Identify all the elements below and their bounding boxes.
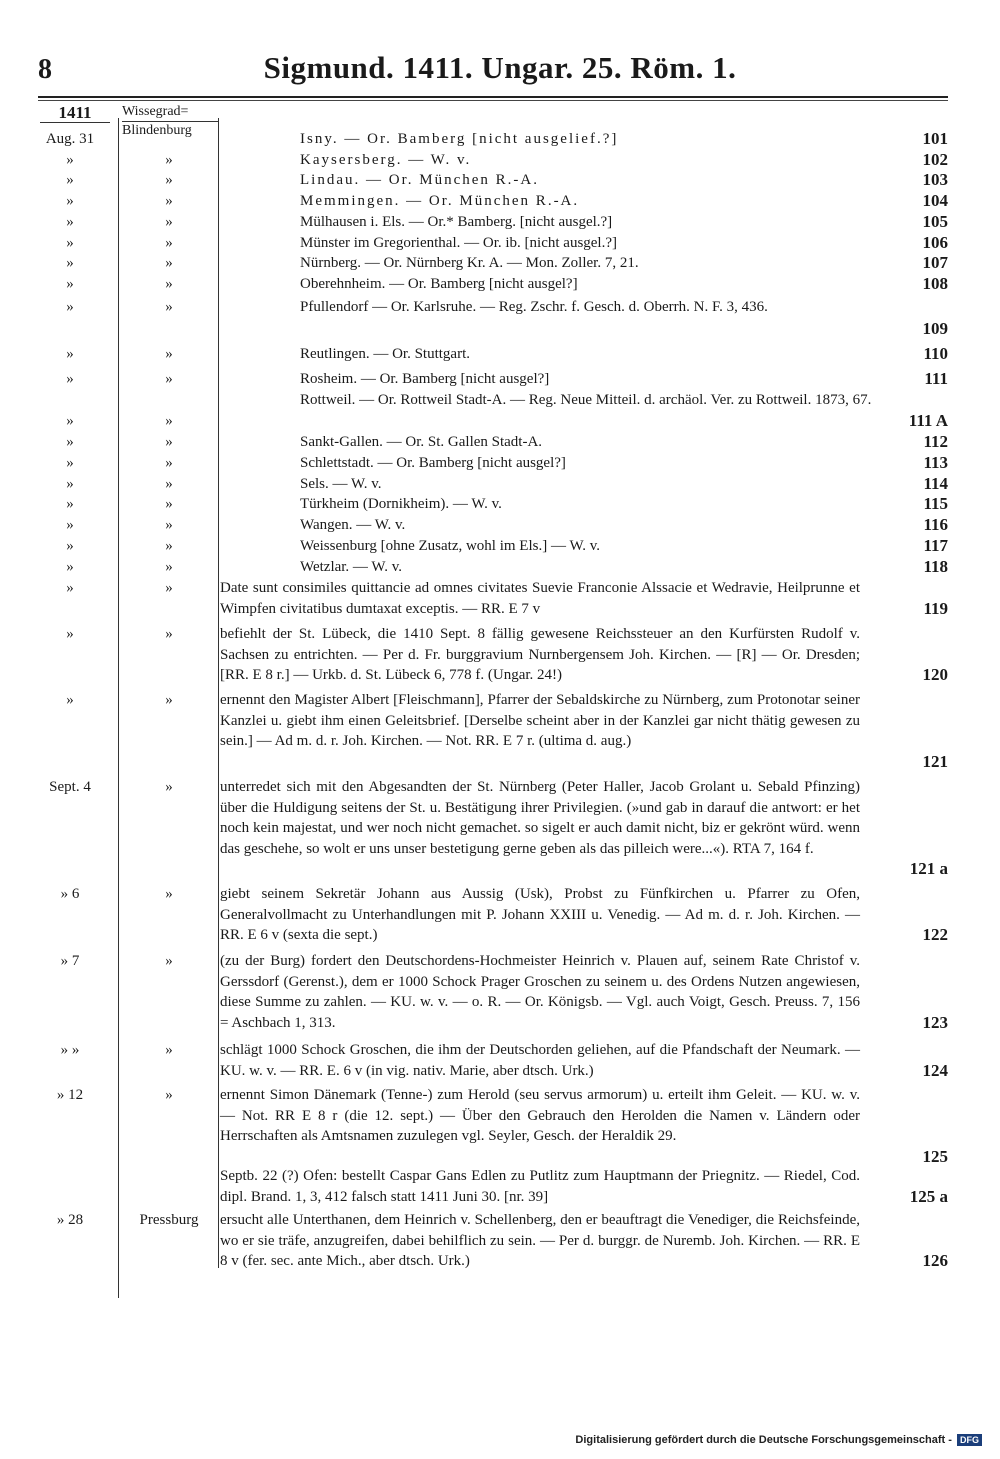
entry-number: 118 xyxy=(923,557,948,576)
entry-number: 115 xyxy=(923,494,948,513)
entry-place: » xyxy=(165,235,173,251)
entry-date: » xyxy=(66,371,74,387)
entry-date: Aug. 31 xyxy=(45,131,95,147)
entry-place: Pressburg xyxy=(139,1212,199,1228)
entry-date: » xyxy=(66,255,74,271)
entry-text: Sankt-Gallen. — Or. St. Gallen Stadt-A. xyxy=(300,434,543,450)
entry-text: Sels. — W. v. xyxy=(300,476,382,492)
entry-place: » xyxy=(165,172,173,188)
column-divider-date xyxy=(118,118,119,1298)
digitization-footer xyxy=(575,1434,982,1446)
entry-place: » xyxy=(165,779,173,795)
entry-place: » xyxy=(165,152,173,168)
entry-text: Rottweil. — Or. Rottweil Stadt-A. — Reg. Neue Mitteil. d. archäol. Ver. zu Rottweil. 1873, 67. xyxy=(300,392,872,408)
entry-number: 123 xyxy=(922,1013,948,1032)
column-divider-place xyxy=(218,118,219,1268)
entry-place: » xyxy=(165,255,173,271)
entry-place: » xyxy=(165,580,173,596)
entry-date: » 6 xyxy=(60,886,80,902)
entry-text: schlägt 1000 Schock Groschen, die ihm der Deutschorden geliehen, auf die Pfandschaft der Neumark. — KU. w. v. — RR. E. 6 v (in vig. nativ. Marie, aber dtsch. Urk.) xyxy=(220,1042,860,1079)
entry-text: giebt seinem Sekretär Johann aus Aussig (Usk), Probst zu Fünfkirchen u. Pfarrer zu Ofen, Generalvollmacht zu Unterhandlungen mit P. Johann XXIII u. Venedig. — Ad m. d. r. Joh. Kirchen. — RR. E 6 v (sexta die sept.) xyxy=(220,886,860,943)
entry-number: 101 xyxy=(922,129,948,148)
entry-place: » xyxy=(165,455,173,471)
entry-number: 107 xyxy=(922,253,948,272)
footer-text: Digitalisierung gefördert durch die Deutsche Forschungsgemeinschaft - xyxy=(575,1434,952,1446)
entry-place: » xyxy=(165,517,173,533)
entry-place: » xyxy=(165,953,173,969)
entry-text: befiehlt der St. Lübeck, die 1410 Sept. 8 fällig gewesene Reichssteuer an den Kurfürsten Rudolf v. Sachsen zu entrichten. — Per d. Fr. burggravium Nurnbergensem Joh. Kirchen. — [R] — Or. Dresden; [RR. E 8 r.] — Urkb. d. St. Lübeck 6, 778 f. (Ungar. 24!) xyxy=(220,626,860,683)
entry-text: Weissenburg [ohne Zusatz, wohl im Els.] — W. v. xyxy=(300,538,601,554)
entry-date: » xyxy=(66,692,74,708)
entry-text: ernennt Simon Dänemark (Tenne-) zum Herold (seu servus armorum) u. erteilt ihm Geleit. — KU. w. v. — Not. RR E 8 r (die 12. sept.) — Über den Gebrauch den Herolden die Namen v. Ländern oder Herrschaften als Amtsnamen zuzulegen vgl. Seyler, Gesch. der Heraldik 29. xyxy=(220,1087,860,1144)
entry-date: » xyxy=(66,413,74,429)
entry-date: » xyxy=(66,193,74,209)
entry-text: Memmingen. — Or. München R.-A. xyxy=(300,193,580,209)
entry-date: » xyxy=(66,559,74,575)
entry-number: 117 xyxy=(923,536,948,555)
entry-date: » 28 xyxy=(56,1212,84,1228)
entry-date: » xyxy=(66,214,74,230)
entry-number: 111 xyxy=(924,369,948,388)
entry-number: 121 xyxy=(922,752,948,771)
entry-number: 121 a xyxy=(909,859,948,878)
entry-text: Pfullendorf — Or. Karlsruhe. — Reg. Zschr. f. Gesch. d. Oberrh. N. F. 3, 436. xyxy=(300,299,768,315)
entry-number: 113 xyxy=(923,453,948,472)
entry-text: Wangen. — W. v. xyxy=(300,517,406,533)
entry-date: » xyxy=(66,299,74,315)
entry-text: ersucht alle Unterthanen, dem Heinrich v. Schellenberg, den er beauftragt die Venediger, die Reichsfeinde, wo er sie träfe, anzugreifen, dabei behilflich zu sein. — Per d. burggr. de Nuremb. Joh. Kirchen. — RR. E 8 v (fer. sec. ante Mich., aber dtsch. Urk.) xyxy=(220,1212,860,1269)
entry-date: » xyxy=(66,434,74,450)
entry-text: Rosheim. — Or. Bamberg [nicht ausgel?] xyxy=(300,371,550,387)
entry-place: » xyxy=(165,692,173,708)
entry-place: » xyxy=(165,413,173,429)
place-header-bottom: Blindenburg xyxy=(122,123,192,138)
entry-text: ernennt den Magister Albert [Fleischmann], Pfarrer der Sebaldskirche zu Nürnberg, zum Protonotar seiner Kanzlei u. giebt ihm einen Geleitsbrief. [Derselbe scheint aber in der Kanzlei gar nicht thätig gewesen zu sein.] — Ad m. d. r. Joh. Kirchen. — Not. RR. E 7 r. (ultima d. aug.) xyxy=(220,692,860,749)
entry-date: » xyxy=(66,152,74,168)
entry-date: » xyxy=(66,476,74,492)
entry-number: 124 xyxy=(922,1061,948,1080)
entry-text: Wetzlar. — W. v. xyxy=(300,559,402,575)
header-rule xyxy=(38,96,948,98)
entry-date: Sept. 4 xyxy=(49,779,91,795)
entry-text: unterredet sich mit den Abgesandten der St. Nürnberg (Peter Haller, Jacob Grolant u. Sebald Pfinzing) über die Huldigung seitens der St. u. Bestätigung ihrer Privilegien. (»und gab in darauf die antwort: er het noch kein majestat, und wer noch nicht gemachet. so sigelt er auch damit nicht, biz er gekrönt würd. wenn das geschehe, so wolt er uns unser bestetigung gerne geben als das pilleich were...«). RTA 7, 164 f. xyxy=(220,779,860,857)
entry-date: » xyxy=(66,538,74,554)
entry-place: » xyxy=(165,276,173,292)
running-title: Sigmund. 1411. Ungar. 25. Röm. 1. xyxy=(263,50,737,85)
entry-place: » xyxy=(165,626,173,642)
entry-number: 110 xyxy=(923,344,948,363)
entry-place: » xyxy=(165,1087,173,1103)
entry-place: » xyxy=(165,886,173,902)
entry-date: » xyxy=(66,517,74,533)
entry-number: 103 xyxy=(922,170,948,189)
entry-number: 105 xyxy=(922,212,948,231)
entry-place: » xyxy=(165,476,173,492)
entry-date: » xyxy=(66,626,74,642)
entry-date: » xyxy=(66,346,74,362)
entry-date: » xyxy=(66,172,74,188)
entry-date: » 7 xyxy=(60,953,80,969)
entry-text: Schlettstadt. — Or. Bamberg [nicht ausgel?] xyxy=(300,455,566,471)
entry-text: Reutlingen. — Or. Stuttgart. xyxy=(300,346,470,362)
entry-date: » xyxy=(66,580,74,596)
entry-place: » xyxy=(165,371,173,387)
entry-number: 112 xyxy=(923,432,948,451)
entry-date: » xyxy=(66,276,74,292)
entry-place: » xyxy=(165,496,173,512)
entry-number: 109 xyxy=(922,319,948,338)
place-column-header xyxy=(122,103,218,140)
header-rule-thin xyxy=(38,100,948,101)
year-column-header: 1411 xyxy=(40,103,110,123)
entry-text: Türkheim (Dornikheim). — W. v. xyxy=(300,496,502,512)
entry-number: 126 xyxy=(922,1251,948,1270)
entry-date: » » xyxy=(60,1042,80,1058)
entry-place: » xyxy=(165,538,173,554)
entry-number: 120 xyxy=(922,665,948,684)
entry-number: 111 A xyxy=(908,411,948,430)
entry-number: 102 xyxy=(922,150,948,169)
entry-number: 104 xyxy=(922,191,948,210)
entry-text: Kaysersberg. — W. v. xyxy=(300,152,472,168)
entry-date: » xyxy=(66,455,74,471)
entry-number: 125 xyxy=(922,1147,948,1166)
entry-text: Oberehnheim. — Or. Bamberg [nicht ausgel?] xyxy=(300,276,578,292)
entry-place: » xyxy=(165,214,173,230)
entry-place: » xyxy=(165,346,173,362)
dfg-logo: DFG xyxy=(957,1434,982,1446)
entry-number: 122 xyxy=(922,925,948,944)
entry-number: 119 xyxy=(923,599,948,618)
entry-place: » xyxy=(165,1042,173,1058)
entry-number: 114 xyxy=(923,474,948,493)
entry-text: Lindau. — Or. München R.-A. xyxy=(300,172,539,188)
entry-place: » xyxy=(165,434,173,450)
entry-text: Mülhausen i. Els. — Or.* Bamberg. [nicht ausgel.?] xyxy=(300,214,613,230)
place-header-top: Wissegrad= xyxy=(122,103,218,122)
entry-text: Münster im Gregorienthal. — Or. ib. [nicht ausgel.?] xyxy=(300,235,618,251)
entry-number: 106 xyxy=(922,233,948,252)
entry-place: » xyxy=(165,299,173,315)
entry-place: » xyxy=(165,193,173,209)
entry-date: » xyxy=(66,235,74,251)
entry-place: » xyxy=(165,559,173,575)
entry-number: 125 a xyxy=(909,1187,948,1206)
page-number: 8 xyxy=(38,54,52,85)
entry-text: Nürnberg. — Or. Nürnberg Kr. A. — Mon. Zoller. 7, 21. xyxy=(300,255,639,271)
entry-number: 116 xyxy=(923,515,948,534)
entry-text: Isny. — Or. Bamberg [nicht ausgelief.?] xyxy=(300,131,619,147)
entry-date: » 12 xyxy=(56,1087,84,1103)
entry-date: » xyxy=(66,496,74,512)
entry-text: Date sunt consimiles quittancie ad omnes civitates Suevie Franconie Alssacie et Wedravie, Heilprunne et Wimpfen civitatibus dumtaxat exceptis. — RR. E 7 v xyxy=(220,580,860,617)
entry-text: Septb. 22 (?) Ofen: bestellt Caspar Gans Edlen zu Putlitz zum Hauptmann der Priegnitz. — Riedel, Cod. dipl. Brand. 1, 3, 412 falsch statt 1411 Juni 30. [nr. 39] xyxy=(220,1168,860,1205)
entry-number: 108 xyxy=(922,274,948,293)
entry-text: (zu der Burg) fordert den Deutschordens-Hochmeister Heinrich v. Plauen auf, seinem Rate Christof v. Gerssdorf (Gerenst.), dem er 1000 Schock Prager Groschen zu seinem u. des Ordens Nutzen angewiesen, diese Summe zu zahlen. — KU. w. v. — o. R. — Or. Königsb. — Vgl. auch Voigt, Gesch. Preuss. 7, 156 = Aschbach 1, 313. xyxy=(220,953,860,1031)
